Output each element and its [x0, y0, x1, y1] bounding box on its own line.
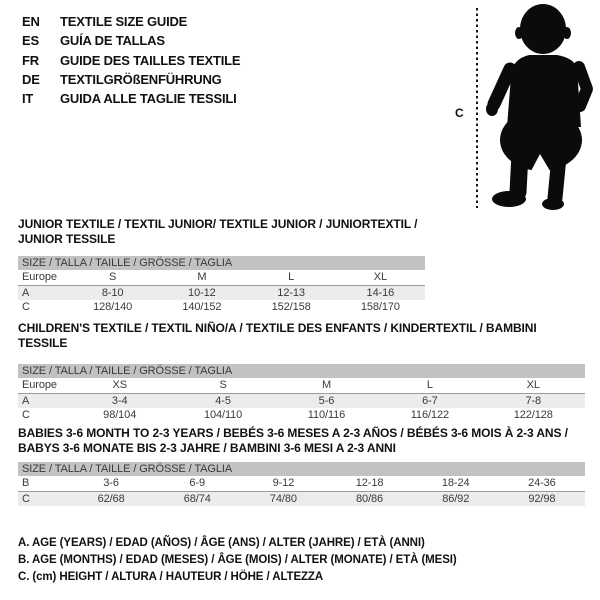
table-cell: C: [22, 492, 30, 505]
section-title-line: BABIES 3-6 MONTH TO 2-3 YEARS / BEBÉS 3-6 MESES A 2-3 AÑOS / BÉBÉS 3-6 MOIS À 2-3 ANS /: [18, 426, 568, 440]
table-cell: XL: [482, 378, 585, 393]
table-cell: 6-7: [422, 394, 438, 407]
table-cell: 12-18: [326, 476, 412, 491]
toddler-silhouette-image: [482, 2, 600, 212]
section-title-line: BABYS 3-6 MONATE BIS 2-3 JAHRE / BAMBINI 3-6 MESI A 2-3 ANNI: [18, 441, 396, 455]
language-label: TEXTILGRÖßENFÜHRUNG: [60, 71, 222, 87]
table-cell: 80/86: [356, 492, 384, 505]
table-cell: 9-12: [240, 476, 326, 491]
table-cell: 140/152: [182, 301, 222, 314]
measurement-legend: [18, 535, 457, 586]
table-cell: 18-24: [413, 476, 499, 491]
table-cell: M: [157, 270, 246, 285]
size-header-bar: SIZE / TALLA / TAILLE / GRÖSSE / TAGLIA: [18, 364, 585, 378]
language-row: [22, 31, 240, 50]
table-row: [18, 393, 585, 408]
table-cell: 12-13: [277, 286, 305, 299]
table-row: [18, 408, 585, 423]
table-cell: 5-6: [318, 394, 335, 407]
table-cell: 6-9: [154, 476, 240, 491]
table-cell: L: [378, 378, 481, 393]
table-cell: 8-10: [101, 286, 124, 299]
table-cell: C: [22, 409, 30, 422]
height-label-c: C: [455, 106, 464, 120]
table-cell: 74/80: [269, 492, 297, 505]
language-code: EN: [22, 14, 40, 29]
table-cell: 98/104: [103, 409, 137, 422]
table-cell: 68/74: [183, 492, 211, 505]
language-row: [22, 89, 240, 108]
size-table: [18, 378, 585, 423]
section-title: [18, 426, 585, 456]
table-row: [18, 476, 585, 491]
table-cell: 116/122: [410, 409, 449, 422]
table-cell: B: [18, 476, 68, 491]
table-row: [18, 491, 585, 506]
table-cell: 10-12: [188, 286, 216, 299]
legend-line-c: C. (cm) HEIGHT / ALTURA / HAUTEUR / HÖHE / ALTEZZA: [18, 571, 324, 583]
table-cell: 158/170: [360, 301, 400, 314]
junior-textile-section: [18, 217, 425, 315]
table-cell: M: [275, 378, 378, 393]
table-cell: Europe: [18, 270, 68, 285]
table-cell: S: [171, 378, 274, 393]
language-label: GUÍA DE TALLAS: [60, 33, 165, 49]
babies-textile-section: [18, 426, 585, 506]
table-cell: A: [22, 394, 30, 407]
language-code: IT: [22, 91, 34, 107]
table-cell: 92/98: [528, 492, 556, 505]
table-cell: 3-4: [111, 394, 128, 407]
table-cell: XL: [336, 270, 425, 285]
table-cell: 24-36: [499, 476, 585, 491]
table-cell: XS: [68, 378, 171, 393]
table-row: [18, 270, 425, 285]
table-cell: 104/110: [203, 409, 243, 422]
table-cell: 7-8: [525, 394, 542, 407]
section-title-line: JUNIOR TEXTILE / TEXTIL JUNIOR/ TEXTILE JUNIOR / JUNIORTEXTIL / JUNIOR TESSILE: [18, 217, 418, 246]
table-cell: S: [68, 270, 157, 285]
language-row: [22, 51, 240, 70]
table-cell: 3-6: [68, 476, 154, 491]
table-cell: 110/116: [307, 409, 346, 422]
table-row: [18, 285, 425, 300]
table-cell: A: [22, 286, 30, 299]
height-measure-dotted-line: [476, 8, 478, 208]
language-code: ES: [22, 33, 39, 49]
language-list: [22, 12, 240, 108]
table-cell: 86/92: [442, 492, 470, 505]
language-code: FR: [22, 52, 39, 68]
table-cell: 122/128: [513, 409, 553, 422]
language-label: GUIDA ALLE TAGLIE TESSILI: [60, 91, 237, 107]
language-row: [22, 12, 240, 31]
language-code: DE: [22, 71, 40, 87]
table-cell: 128/140: [93, 301, 133, 314]
language-label: GUIDE DES TAILLES TEXTILE: [60, 52, 241, 68]
table-cell: C: [22, 301, 30, 314]
size-table: [18, 270, 425, 315]
childrens-textile-section: [18, 321, 585, 423]
table-cell: 152/158: [271, 301, 311, 314]
table-cell: 14-16: [366, 286, 395, 299]
table-cell: 62/68: [97, 492, 125, 505]
size-table: [18, 476, 585, 506]
table-cell: 4-5: [215, 394, 231, 407]
table-row: [18, 378, 585, 393]
language-row: [22, 70, 240, 89]
legend-line-b: B. AGE (MONTHS) / EDAD (MESES) / ÂGE (MOIS) / ALTER (MONATE) / ETÀ (MESI): [18, 554, 457, 566]
section-title-line: CHILDREN'S TEXTILE / TEXTIL NIÑO/A / TEXTILE DES ENFANTS / KINDERTEXTIL / BAMBINI TESSILE: [18, 321, 537, 350]
table-cell: Europe: [18, 378, 68, 393]
size-header-bar: SIZE / TALLA / TAILLE / GRÖSSE / TAGLIA: [18, 256, 425, 270]
size-header-bar: SIZE / TALLA / TAILLE / GRÖSSE / TAGLIA: [18, 462, 585, 476]
table-row: [18, 300, 425, 315]
section-title: [18, 321, 585, 351]
section-title: [18, 217, 425, 247]
language-label: TEXTILE SIZE GUIDE: [60, 14, 188, 29]
table-cell: L: [247, 270, 336, 285]
legend-line-a: A. AGE (YEARS) / EDAD (AÑOS) / ÂGE (ANS) / ALTER (JAHRE) / ETÀ (ANNI): [18, 537, 425, 549]
